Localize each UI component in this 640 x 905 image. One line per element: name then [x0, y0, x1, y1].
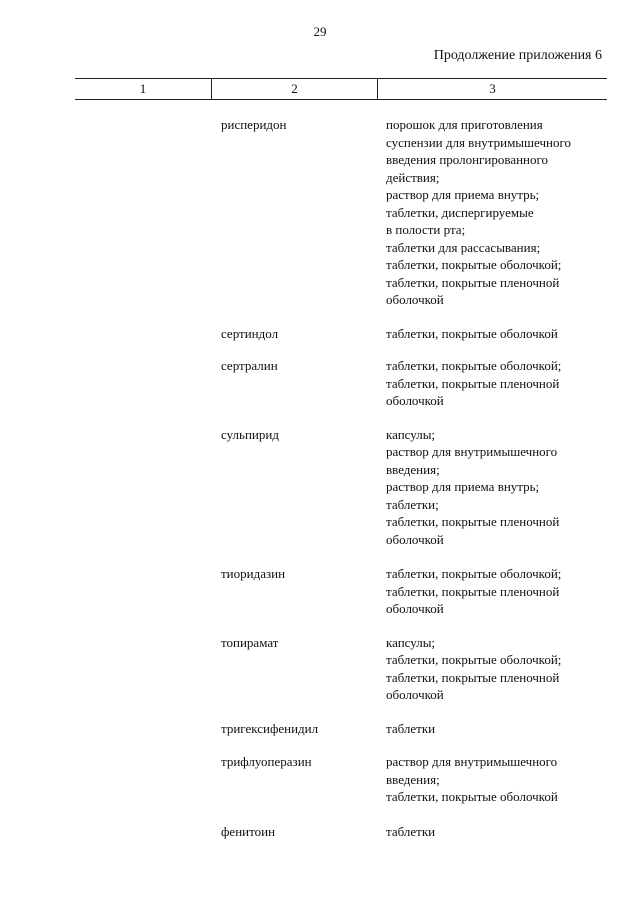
drug-name: тиоридазин: [221, 566, 286, 581]
dosage-forms: [386, 753, 626, 806]
dosage-form-line: введения;: [386, 771, 440, 787]
table-row: [0, 823, 640, 841]
table-row: [0, 565, 640, 618]
dosage-form-line: таблетки, покрытые оболочкой;: [386, 257, 562, 272]
dosage-form-line: оболочкой: [386, 531, 444, 547]
dosage-form-line: таблетки, покрытые оболочкой;: [386, 652, 562, 667]
dosage-forms: [386, 823, 626, 841]
drug-name: фенитоин: [221, 823, 276, 839]
dosage-form-line: таблетки, покрытые оболочкой: [386, 325, 558, 341]
dosage-form-line: таблетки, покрытые пленочной: [386, 274, 560, 290]
dosage-form-line: раствор для внутримышечного: [386, 444, 558, 459]
dosage-form-line: оболочкой: [386, 601, 444, 616]
dosage-forms: [386, 116, 626, 309]
dosage-forms: [386, 720, 626, 738]
table-row: [0, 357, 640, 410]
dosage-form-line: раствор для внутримышечного: [386, 754, 558, 769]
dosage-form-line: оболочкой: [386, 393, 444, 408]
table-row: [0, 426, 640, 549]
dosage-form-line: таблетки, покрытые оболочкой;: [386, 358, 562, 373]
dosage-form-line: таблетки, покрытые пленочной: [386, 514, 560, 529]
drug-name: сертралин: [221, 358, 278, 373]
dosage-form-line: таблетки для рассасывания;: [386, 239, 541, 255]
dosage-form-line: оболочкой: [386, 687, 444, 702]
column-header-2: 2: [212, 79, 378, 99]
dosage-form-line: таблетки, диспергируемые: [386, 204, 534, 220]
column-header-3: 3: [489, 81, 496, 96]
dosage-form-line: таблетки, покрытые пленочной: [386, 669, 560, 685]
dosage-form-line: таблетки: [386, 823, 436, 839]
dosage-form-line: порошок для приготовления: [386, 117, 543, 132]
dosage-form-line: введения;: [386, 461, 440, 477]
continuation-title: Продолжение приложения 6: [433, 48, 602, 63]
dosage-forms: [386, 325, 626, 343]
dosage-form-line: капсулы;: [386, 634, 436, 650]
table-row: [0, 720, 640, 738]
table-body: [0, 116, 640, 840]
dosage-form-line: оболочкой: [386, 292, 444, 307]
drug-name: тригексифенидил: [221, 720, 319, 736]
drug-name: сульпирид: [221, 426, 279, 442]
dosage-forms: [386, 426, 626, 549]
table-row: [0, 116, 640, 309]
dosage-form-line: капсулы;: [386, 426, 436, 442]
drug-name: сертиндол: [221, 325, 279, 341]
table-row: [0, 753, 640, 806]
table-row: [0, 634, 640, 704]
dosage-form-line: таблетки, покрытые пленочной: [386, 375, 560, 391]
dosage-form-line: действия;: [386, 169, 440, 185]
drug-name: топирамат: [221, 634, 279, 650]
dosage-form-line: таблетки, покрытые оболочкой: [386, 789, 558, 804]
dosage-form-line: таблетки: [386, 720, 436, 736]
dosage-form-line: введения пролонгированного: [386, 152, 549, 167]
dosage-form-line: таблетки;: [386, 496, 439, 512]
dosage-form-line: таблетки, покрытые пленочной: [386, 583, 560, 599]
dosage-forms: [386, 565, 626, 618]
dosage-form-line: суспензии для внутримышечного: [386, 134, 571, 150]
dosage-forms: [386, 634, 626, 704]
dosage-form-line: раствор для приема внутрь;: [386, 479, 540, 494]
dosage-form-line: раствор для приема внутрь;: [386, 187, 540, 202]
page-number: 29: [313, 24, 327, 39]
dosage-form-line: в полости рта;: [386, 222, 466, 237]
drug-name: рисперидон: [221, 117, 287, 132]
dosage-form-line: таблетки, покрытые оболочкой;: [386, 566, 562, 581]
table-header: [75, 78, 607, 100]
table-row: [0, 325, 640, 343]
dosage-forms: [386, 357, 626, 410]
column-header-1: 1: [75, 79, 212, 99]
drug-name: трифлуоперазин: [221, 754, 312, 769]
